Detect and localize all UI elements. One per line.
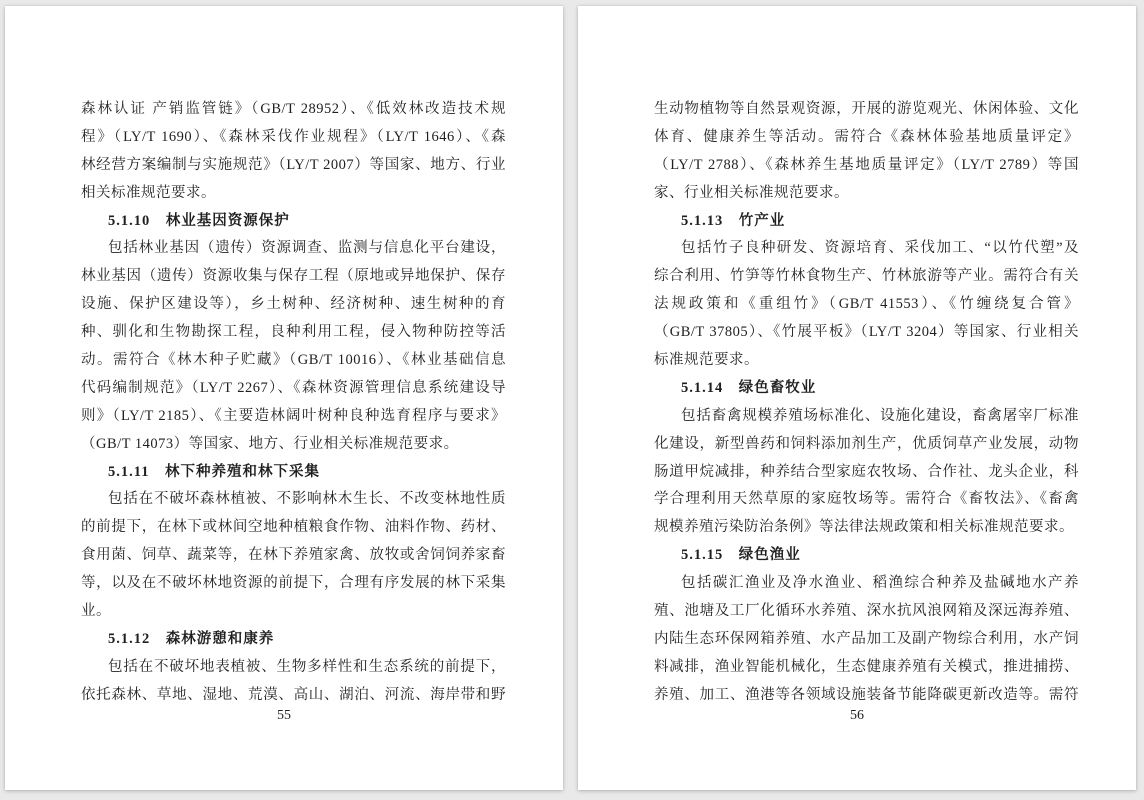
body-text-line: 林经营方案编制与实施规范》（LY/T 2007）等国家、地方、行业	[81, 156, 506, 173]
page-55-number: 55	[277, 708, 291, 723]
body-text-line: 林业基因（遗传）资源收集与保存工程（原地或异地保护、保存	[81, 268, 506, 285]
section-heading-line: 5.1.10 林业基因资源保护	[108, 212, 290, 229]
section-heading-line: 5.1.13 竹产业	[681, 212, 786, 229]
body-text-line: 动。需符合《林木种子贮藏》（GB/T 10016）、《林业基础信息	[81, 352, 506, 369]
body-text-line: 则》（LY/T 2185）、《主要造林阔叶树种良种选育程序与要求》	[81, 407, 506, 424]
body-text-line: 包括在不破坏森林植被、不影响林木生长、不改变林地性质	[108, 491, 506, 508]
body-text-line: 家、行业相关标准规范要求。	[654, 184, 849, 201]
body-text-line: 综合利用、竹笋等竹林食物生产、竹林旅游等产业。需符合有关	[654, 268, 1079, 285]
body-text-line: 体育、健康养生等活动。需符合《森林体验基地质量评定》	[654, 128, 1079, 145]
body-text-line: 包括碳汇渔业及净水渔业、稻渔综合种养及盐碱地水产养	[681, 575, 1079, 592]
body-text-line: 规模养殖污染防治条例》等法律法规政策和相关标准规范要求。	[654, 519, 1074, 536]
body-text-line: 包括竹子良种研发、资源培育、采伐加工、“以竹代塑”及	[681, 240, 1079, 257]
page-56-number: 56	[850, 708, 864, 723]
body-text-line: 包括在不破坏地表植被、生物多样性和生态系统的前提下，	[108, 658, 506, 675]
body-text-line: 依托森林、草地、湿地、荒漠、高山、湖泊、河流、海岸带和野	[81, 686, 506, 703]
document-page-56	[578, 6, 1136, 790]
body-text-line: 食用菌、饲草、蔬菜等，在林下养殖家禽、放牧或舍饲饲养家畜	[81, 547, 506, 564]
body-text-line: 肠道甲烷减排，种养结合型家庭农牧场、合作社、龙头企业，科	[654, 463, 1079, 480]
body-text-line: 种、驯化和生物勘探工程，良种利用工程，侵入物种防控等活	[81, 324, 506, 341]
body-text-line: 化建设，新型兽药和饲料添加剂生产，优质饲草产业发展，动物	[654, 435, 1079, 452]
body-text-line: 包括林业基因（遗传）资源调查、监测与信息化平台建设，	[108, 240, 506, 257]
body-text-line: 学合理利用天然草原的家庭牧场等。需符合《畜牧法》、《畜禽	[654, 491, 1079, 508]
body-text-line: （GB/T 37805）、《竹展平板》（LY/T 3204）等国家、行业相关	[654, 324, 1079, 341]
body-text-line: 法规政策和《重组竹》（GB/T 41553）、《竹缠绕复合管》	[654, 296, 1079, 313]
body-text-line: 生动物植物等自然景观资源，开展的游览观光、休闲体验、文化	[654, 101, 1079, 117]
body-text-line: 代码编制规范》（LY/T 2267）、《森林资源管理信息系统建设导	[81, 379, 506, 396]
body-text-line: 的前提下，在林下或林间空地种植粮食作物、油料作物、药材、	[81, 519, 506, 536]
section-heading-line: 5.1.14 绿色畜牧业	[681, 379, 817, 396]
body-text-line: 内陆生态环保网箱养殖、水产品加工及副产物综合利用，水产饲	[654, 630, 1079, 647]
body-text-line: 等，以及在不破坏林地资源的前提下，合理有序发展的林下采集	[81, 575, 506, 592]
section-heading-line: 5.1.15 绿色渔业	[681, 547, 801, 564]
document-page-55	[5, 6, 563, 790]
body-text-line: （LY/T 2788）、《森林养生基地质量评定》（LY/T 2789）等国	[654, 156, 1079, 173]
body-text-line: 养殖、加工、渔港等各领域设施装备节能降碳更新改造等。需符	[654, 686, 1079, 703]
body-text-line: 料减排，渔业智能机械化，生态健康养殖有关模式，推进捕捞、	[654, 658, 1079, 675]
page-56-text-block	[654, 96, 1079, 710]
body-text-line: 森林认证 产销监管链》（GB/T 28952）、《低效林改造技术规	[81, 101, 506, 117]
body-text-line: 业。	[81, 603, 111, 620]
body-text-line: 标准规范要求。	[654, 352, 759, 369]
body-text-line: 包括畜禽规模养殖场标准化、设施化建设，畜禽屠宰厂标准	[681, 407, 1079, 424]
body-text-line: （GB/T 14073）等国家、地方、行业相关标准规范要求。	[81, 435, 459, 452]
page-55-text-block	[81, 96, 506, 710]
section-heading-line: 5.1.12 森林游憩和康养	[108, 630, 275, 647]
body-text-line: 相关标准规范要求。	[81, 184, 216, 201]
section-heading-line: 5.1.11 林下种养殖和林下采集	[108, 463, 320, 480]
body-text-line: 程》（LY/T 1690）、《森林采伐作业规程》（LY/T 1646）、《森	[81, 128, 506, 145]
body-text-line: 设施、保护区建设等），乡土树种、经济树种、速生树种的育	[81, 296, 506, 313]
body-text-line: 殖、池塘及工厂化循环水养殖、深水抗风浪网箱及深远海养殖、	[654, 603, 1079, 620]
